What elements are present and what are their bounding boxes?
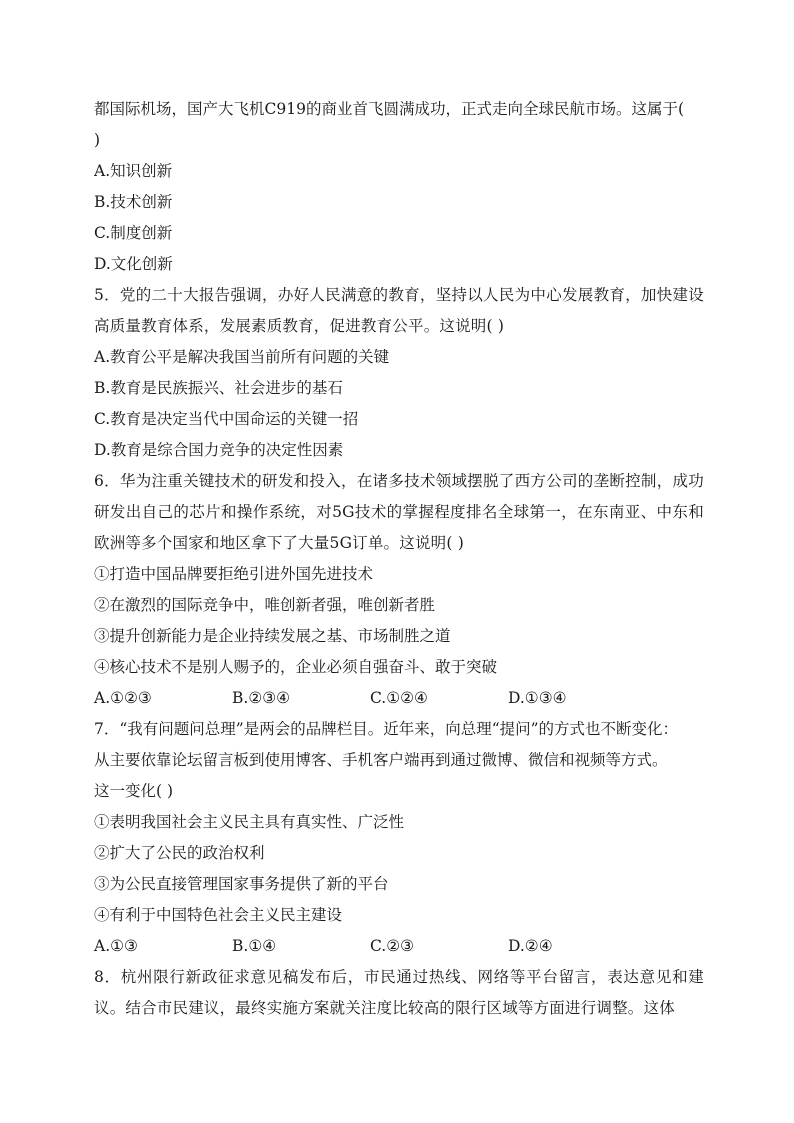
question-8 bbox=[94, 962, 704, 1024]
question-stem-tail: ) bbox=[94, 131, 101, 149]
question-stem: 8．杭州限行新政征求意见稿发布后，市民通过热线、网络等平台留言，表达意见和建议。结合市民建议，最终实施方案就关注度比较高的限行区域等方面进行调整。这体 bbox=[94, 968, 704, 1017]
choice-a: A.①③ bbox=[94, 937, 138, 955]
answer-choices bbox=[94, 931, 704, 962]
choice-d: D.①③④ bbox=[508, 689, 567, 707]
choice-d: D.②④ bbox=[508, 937, 553, 955]
choice-c: C.①②④ bbox=[370, 689, 428, 707]
choice-b: B.②③④ bbox=[232, 689, 291, 707]
question-7 bbox=[94, 714, 704, 962]
exam-page bbox=[94, 94, 704, 1024]
option-c: C.制度创新 bbox=[94, 224, 173, 242]
statement-2: ②扩大了公民的政治权利 bbox=[94, 844, 265, 862]
option-a: A.知识创新 bbox=[94, 162, 173, 180]
choice-b: B.①④ bbox=[232, 937, 277, 955]
option-b: B.教育是民族振兴、社会进步的基石 bbox=[94, 379, 343, 397]
statement-4: ④核心技术不是别人赐予的，企业必须自强奋斗、敢于突破 bbox=[94, 658, 498, 676]
option-d: D.文化创新 bbox=[94, 255, 173, 273]
option-d: D.教育是综合国力竞争的决定性因素 bbox=[94, 441, 344, 459]
statement-1: ①表明我国社会主义民主具有真实性、广泛性 bbox=[94, 813, 405, 831]
statement-4: ④有利于中国特色社会主义民主建设 bbox=[94, 906, 343, 924]
question-stem: 6．华为注重关键技术的研发和投入，在诸多技术领域摆脱了西方公司的垄断控制，成功研发出自己的芯片和操作系统，对5G技术的掌握程度排名全球第一，在东南亚、中东和欧洲等多个国家和地区拿下了大量5G订单。这说明( ) bbox=[94, 472, 704, 552]
choice-a: A.①②③ bbox=[94, 689, 152, 707]
statement-3: ③提升创新能力是企业持续发展之基、市场制胜之道 bbox=[94, 627, 451, 645]
option-c: C.教育是决定当代中国命运的关键一招 bbox=[94, 410, 359, 428]
question-stem-line-1: 7．“我有问题问总理”是两会的品牌栏目。近年来，向总理“提问”的方式也不断变化： bbox=[94, 720, 679, 738]
question-6 bbox=[94, 466, 704, 714]
question-stem: 都国际机场，国产大飞机C919的商业首飞圆满成功，正式走向全球民航市场。这属于( bbox=[94, 100, 684, 118]
question-4 bbox=[94, 94, 704, 280]
statement-3: ③为公民直接管理国家事务提供了新的平台 bbox=[94, 875, 389, 893]
answer-choices bbox=[94, 683, 704, 714]
option-a: A.教育公平是解决我国当前所有问题的关键 bbox=[94, 348, 390, 366]
question-stem-line-3: 这一变化( ) bbox=[94, 782, 174, 800]
statement-1: ①打造中国品牌要拒绝引进外国先进技术 bbox=[94, 565, 374, 583]
question-5 bbox=[94, 280, 704, 466]
statement-2: ②在激烈的国际竞争中，唯创新者强，唯创新者胜 bbox=[94, 596, 436, 614]
question-stem-line-2: 从主要依靠论坛留言板到使用博客、手机客户端再到通过微博、微信和视频等方式。 bbox=[94, 751, 668, 769]
choice-c: C.②③ bbox=[370, 937, 415, 955]
option-b: B.技术创新 bbox=[94, 193, 173, 211]
question-stem: 5．党的二十大报告强调，办好人民满意的教育，坚持以人民为中心发展教育，加快建设高质量教育体系，发展素质教育，促进教育公平。这说明( ) bbox=[94, 286, 704, 335]
